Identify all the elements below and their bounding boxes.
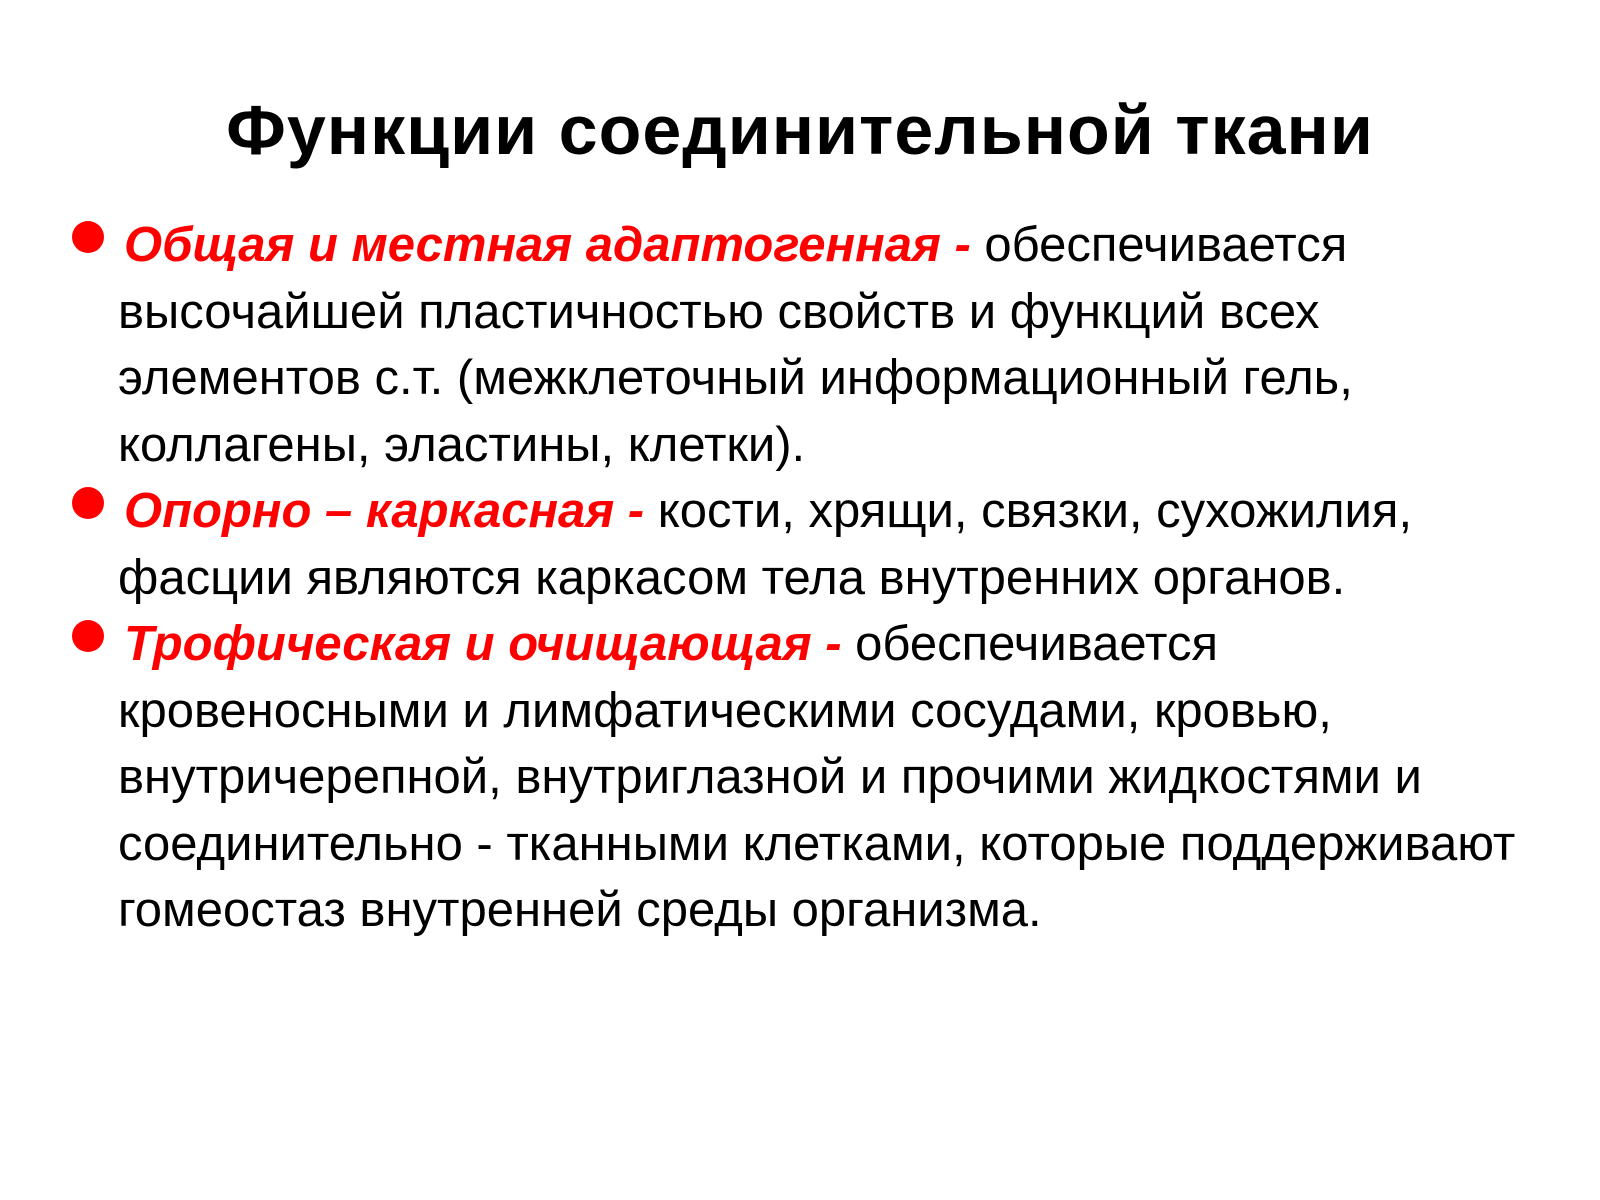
function-term: Общая и местная адаптогенная - bbox=[124, 218, 985, 272]
list-item bbox=[0, 212, 1600, 478]
function-description: обеспечивается высочайшей пластичностью свойств и функций всех элементов с.т. (межклеточный информационный гель, коллагены, эластины, клетки). bbox=[118, 218, 1353, 472]
function-description: кости, хрящи, связки, сухожилия, фасции являются каркасом тела внутренних органов. bbox=[118, 484, 1413, 605]
function-term: Трофическая и очищающая - bbox=[124, 617, 856, 671]
slide-title: Функции соединительной ткани bbox=[226, 91, 1374, 169]
function-term: Опорно – каркасная - bbox=[124, 484, 658, 538]
function-description: обеспечивается кровеносными и лимфатическими сосудами, кровью, внутричерепной, внутриглазной и прочими жидкостями и соединительно - тканными клетками, которые поддерживают гомеостаз внутренней среды организма. bbox=[118, 617, 1516, 937]
bullet-dot-icon bbox=[72, 221, 104, 253]
list-item bbox=[0, 611, 1600, 944]
list-item bbox=[0, 478, 1600, 611]
bullet-dot-icon bbox=[72, 620, 104, 652]
bullet-dot-icon bbox=[72, 487, 104, 519]
functions-list bbox=[0, 212, 1600, 944]
